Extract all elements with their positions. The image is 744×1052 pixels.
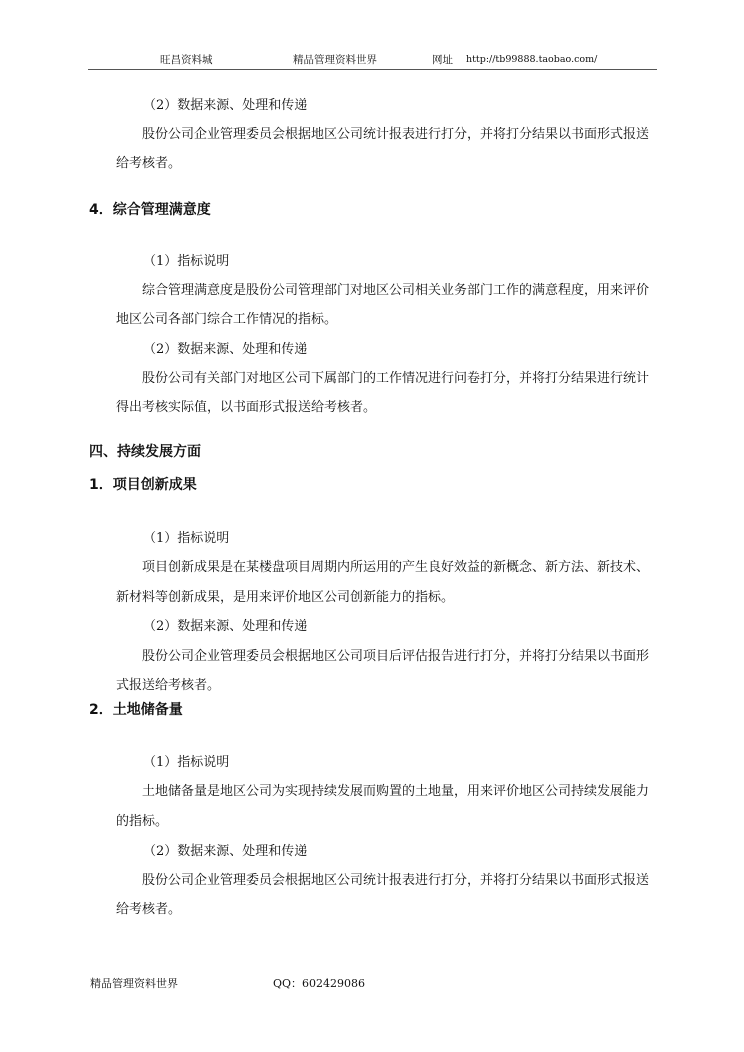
- heading-project-innovation: 1．项目创新成果: [89, 477, 197, 493]
- land-desc-paragraph-line: 土地储备量是地区公司为实现持续发展而购置的土地量，用来评价地区公司持续发展能力: [142, 784, 650, 799]
- satisfaction-desc-subheading: （1）指标说明: [143, 254, 230, 269]
- land-desc-paragraph-line: 的指标。: [116, 814, 169, 829]
- land-desc-subheading: （1）指标说明: [143, 755, 230, 770]
- header-brand: 精品管理资料世界: [293, 54, 377, 66]
- s3-source-paragraph-line: 给考核者。: [116, 156, 182, 171]
- satisfaction-desc-paragraph-line: 综合管理满意度是股份公司管理部门对地区公司相关业务部门工作的满意程度，用来评价: [142, 283, 650, 298]
- innovation-desc-paragraph-line: 项目创新成果是在某楼盘项目周期内所运用的产生良好效益的新概念、新方法、新技术、: [142, 560, 650, 575]
- innovation-source-subheading: （2）数据来源、处理和传递: [143, 619, 308, 634]
- satisfaction-desc-paragraph-line: 地区公司各部门综合工作情况的指标。: [116, 312, 338, 327]
- land-source-paragraph-line: 给考核者。: [116, 902, 182, 917]
- heading-land-reserve: 2．土地储备量: [89, 702, 183, 718]
- header-divider: [88, 69, 657, 70]
- innovation-source-paragraph-line: 式报送给考核者。: [116, 678, 221, 693]
- heading-satisfaction: 4．综合管理满意度: [89, 202, 211, 218]
- header-shop-name: 旺昌资料城: [160, 54, 213, 66]
- innovation-desc-subheading: （1）指标说明: [143, 531, 230, 546]
- innovation-desc-paragraph-line: 新材料等创新成果，是用来评价地区公司创新能力的指标。: [116, 590, 455, 605]
- header-url: http://tb99888.taobao.com/: [466, 54, 598, 65]
- satisfaction-source-subheading: （2）数据来源、处理和传递: [143, 342, 308, 357]
- footer-brand: 精品管理资料世界: [90, 977, 178, 990]
- satisfaction-source-paragraph-line: 得出考核实际值，以书面形式报送给考核者。: [116, 400, 377, 415]
- header-url-label: 网址: [432, 54, 453, 66]
- land-source-subheading: （2）数据来源、处理和传递: [143, 844, 308, 859]
- satisfaction-source-paragraph-line: 股份公司有关部门对地区公司下属部门的工作情况进行问卷打分，并将打分结果进行统计: [142, 371, 650, 386]
- footer-qq: QQ：602429086: [273, 977, 366, 990]
- s3-source-subheading: （2）数据来源、处理和传递: [143, 98, 308, 113]
- s3-source-paragraph-line: 股份公司企业管理委员会根据地区公司统计报表进行打分，并将打分结果以书面形式报送: [142, 127, 650, 142]
- innovation-source-paragraph-line: 股份公司企业管理委员会根据地区公司项目后评估报告进行打分，并将打分结果以书面形: [142, 649, 650, 664]
- land-source-paragraph-line: 股份公司企业管理委员会根据地区公司统计报表进行打分，并将打分结果以书面形式报送: [142, 873, 650, 888]
- section-heading-sustainable-development: 四、持续发展方面: [89, 444, 201, 460]
